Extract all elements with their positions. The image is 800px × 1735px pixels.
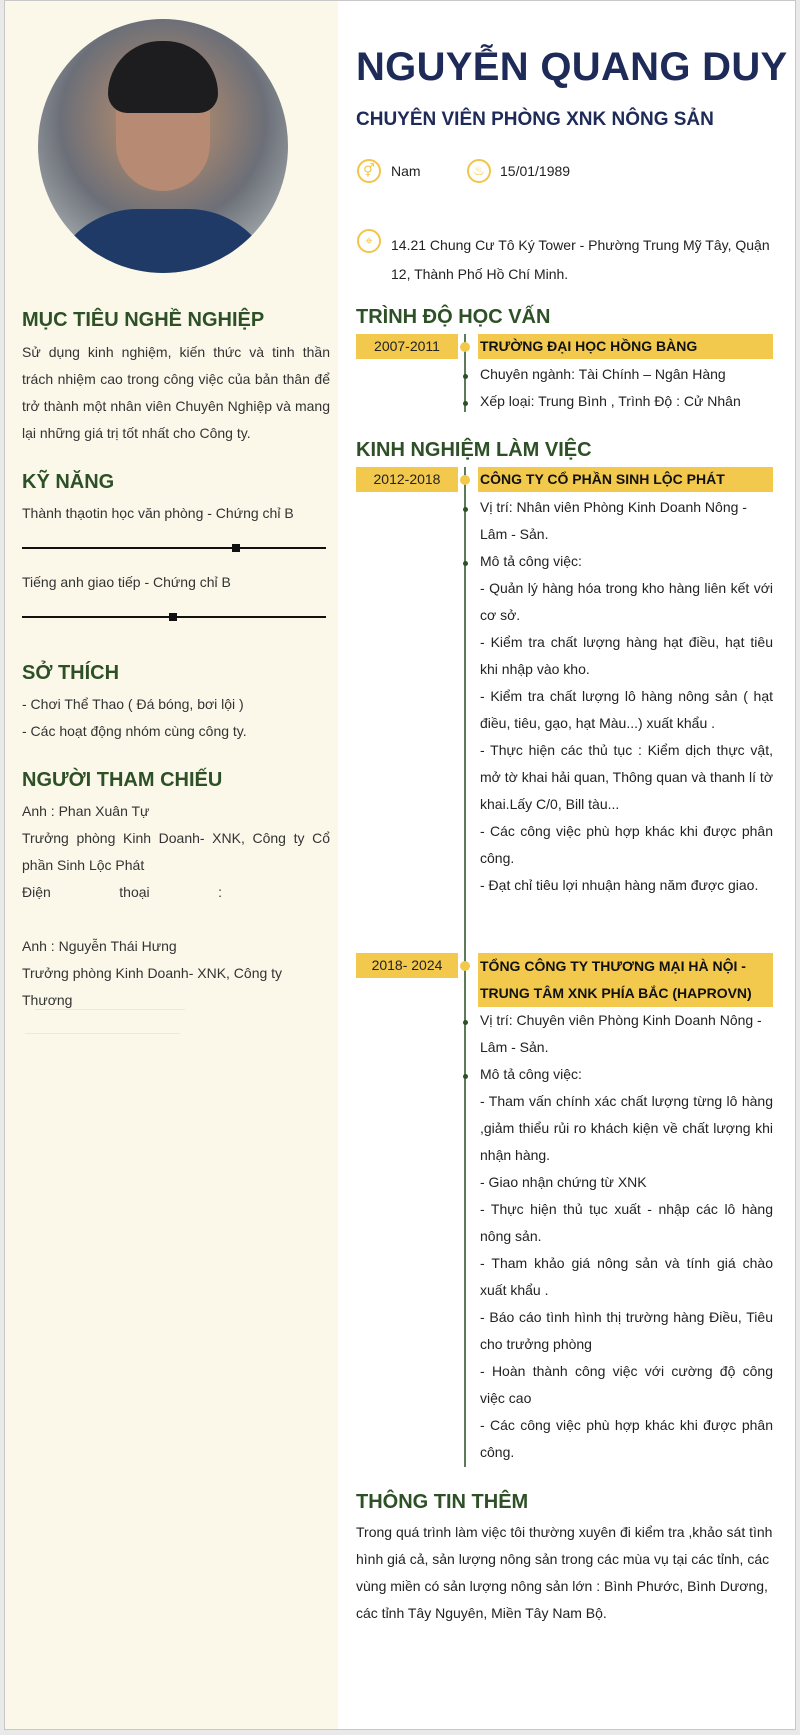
reference-1-name: Anh : Phan Xuân Tự xyxy=(22,803,150,819)
objective-text: Sử dụng kinh nghiệm, kiến thức và tinh thần trách nhiệm cao trong công việc của bản thân để trở thành một nhân viên Chuyên Nghiệp và mang lại những giá trị tốt nhất cho Công ty. xyxy=(22,344,330,441)
dob-value: 15/01/1989 xyxy=(500,163,571,179)
main-content xyxy=(338,1,796,1729)
location-icon: ⌖ xyxy=(357,229,381,253)
sidebar xyxy=(5,1,338,1729)
references-title: NGƯỜI THAM CHIẾU xyxy=(22,769,223,791)
gender-value: Nam xyxy=(391,163,421,179)
hobby-item: - Các hoạt động nhóm cùng công ty. xyxy=(22,723,247,739)
job-2-years: 2018- 2024 xyxy=(356,953,458,978)
job-1-years: 2012-2018 xyxy=(356,467,458,492)
reference-2-name: Anh : Nguyễn Thái Hưng xyxy=(22,938,177,954)
experience-title: KINH NGHIỆM LÀM VIỆC xyxy=(356,439,592,461)
job-2-position: Vị trí: Chuyên viên Phòng Kinh Doanh Nông - Lâm - Sản. xyxy=(480,1012,762,1055)
address-value: 14.21 Chung Cư Tô Ký Tower - Phường Trung Mỹ Tây, Quận 12, Thành Phố Hồ Chí Minh. xyxy=(391,237,770,282)
job-1-position: Vị trí: Nhân viên Phòng Kinh Doanh Nông - Lâm - Sản. xyxy=(480,499,747,542)
job-1-duties: - Quản lý hàng hóa trong kho hàng liên kết với cơ sở. - Kiểm tra chất lượng hàng hạt điều, hạt tiêu khi nhập vào kho. - Kiểm tra chất lượng lô hàng nông sản ( hạt điều, tiêu, gạo, hạt Màu...) xuất khẩu . - Thực hiện các thủ tục : Kiểm dịch thực vật, mở tờ khai hải quan, Thông quan và thanh lí tờ khai.Lấy C/0, Bill tàu... - Các công việc phù hợp khác khi được phân công. - Đạt chỉ tiêu lợi nhuận hàng năm được giao. xyxy=(480,580,773,893)
skill-2-label: Tiếng anh giao tiếp - Chứng chỉ B xyxy=(22,574,231,590)
skill-1-bar xyxy=(22,547,326,549)
birthday-cake-icon: ♨ xyxy=(467,159,491,183)
additional-info-text: Trong quá trình làm việc tôi thường xuyên đi kiểm tra ,khảo sát tình hình giá cả, sản lượng nông sản trong các mùa vụ tại các tỉnh, các vùng miền có sản lượng nông sản lớn : Bình Phước, Bình Dương, các tỉnh Tây Nguyên, Miền Tây Nam Bộ. xyxy=(356,1524,773,1621)
reference-2-role: Trưởng phòng Kinh Doanh- XNK, Công ty Thương xyxy=(22,965,283,1008)
job-2-company: TỔNG CÔNG TY THƯƠNG MẠI HÀ NỘI - TRUNG TÂM XNK PHÍA BẮC (HAPROVN) xyxy=(478,953,773,1007)
job-2-desc-label: Mô tả công việc: xyxy=(480,1066,582,1082)
gender-icon: ⚥ xyxy=(357,159,381,183)
school-name: TRƯỜNG ĐẠI HỌC HỒNG BÀNG xyxy=(478,334,773,359)
job-1-desc-label: Mô tả công việc: xyxy=(480,553,582,569)
candidate-name: NGUYỄN QUANG DUY xyxy=(356,45,788,89)
skill-2-bar xyxy=(22,616,326,618)
education-major: Chuyên ngành: Tài Chính – Ngân Hàng xyxy=(480,366,726,382)
reference-1-role: Trưởng phòng Kinh Doanh- XNK, Công ty Cổ phần Sinh Lộc Phát xyxy=(22,830,330,873)
reference-1-phone: Điện thoại : xyxy=(22,884,222,900)
skill-1-level-marker xyxy=(232,544,240,552)
objective-title: MỤC TIÊU NGHỀ NGHIỆP xyxy=(22,309,265,331)
candidate-title: CHUYÊN VIÊN PHÒNG XNK NÔNG SẢN xyxy=(356,109,714,130)
hobbies-title: SỞ THÍCH xyxy=(22,662,120,684)
skills-title: KỸ NĂNG xyxy=(22,471,115,493)
education-rank: Xếp loại: Trung Bình , Trình Độ : Cử Nhân xyxy=(480,393,741,409)
education-years: 2007-2011 xyxy=(356,334,458,359)
cv-page xyxy=(4,0,796,1730)
skill-1-label: Thành thạotin học văn phòng - Chứng chỉ B xyxy=(22,505,294,521)
job-1-company: CÔNG TY CỔ PHẦN SINH LỘC PHÁT xyxy=(478,467,773,492)
additional-info-title: THÔNG TIN THÊM xyxy=(356,1491,529,1513)
hobby-item: - Chơi Thể Thao ( Đá bóng, bơi lội ) xyxy=(22,696,244,712)
education-title: TRÌNH ĐỘ HỌC VẤN xyxy=(356,306,551,328)
skill-2-level-marker xyxy=(169,613,177,621)
job-2-duties: - Tham vấn chính xác chất lượng từng lô hàng ,giảm thiểu rủi ro khách kiện về chất lượng khi nhận hàng. - Giao nhận chứng từ XNK - Thực hiện thủ tục xuất - nhập các lô hàng nông sản. - Tham khảo giá nông sản và tính giá chào xuất khẩu . - Báo cáo tình hình thị trường hàng Điều, Tiêu cho trưởng phòng - Hoàn thành công việc với cường độ công việc cao - Các công việc phù hợp khác khi được phân công. xyxy=(480,1093,773,1460)
profile-photo xyxy=(38,19,288,273)
